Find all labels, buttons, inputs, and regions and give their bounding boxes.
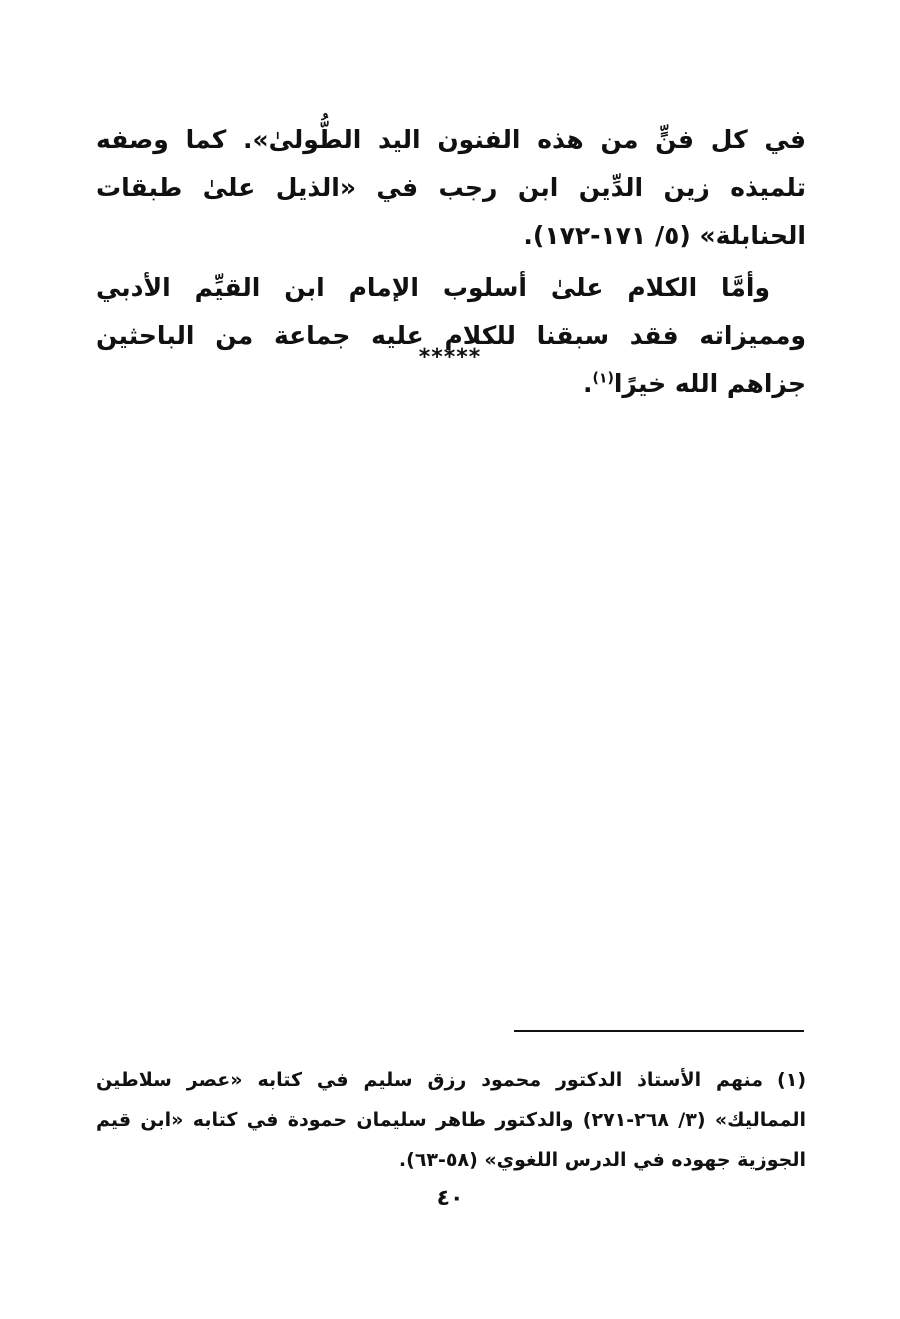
section-separator: ***** xyxy=(418,345,482,370)
paragraph xyxy=(96,264,806,408)
footnote-rule xyxy=(514,1030,804,1032)
footnote xyxy=(96,1060,806,1180)
page-number: ٤٠ xyxy=(436,1186,464,1211)
footnote-reference[interactable]: (١) xyxy=(592,370,614,387)
paragraph: في كل فنٍّ من هذه الفنون اليد الطُّولىٰ». كما وصفه تلميذه زين الدِّين ابن رجب في «الذيل علىٰ طبقات الحنابلة» (٥/ ١٧١-١٧٢). xyxy=(96,125,806,250)
footnote-number: (١) xyxy=(777,1069,806,1091)
paragraph-text: وأمَّا الكلام علىٰ أسلوب الإمام ابن القيِّم الأدبي ومميزاته فقد سبقنا للكلام عليه جماعة من الباحثين جزاهم الله خيرًا xyxy=(96,273,806,398)
paragraph-end: . xyxy=(582,369,593,398)
footnotes xyxy=(96,1060,806,1180)
footnote-text: منهم الأستاذ الدكتور محمود رزق سليم في كتابه «عصر سلاطين المماليك» (٣/ ٢٦٨-٢٧١) والدكتور طاهر سليمان حمودة في كتابه «ابن قيم الجوزية جهوده في الدرس اللغوي» (٥٨-٦٣). xyxy=(96,1069,806,1171)
